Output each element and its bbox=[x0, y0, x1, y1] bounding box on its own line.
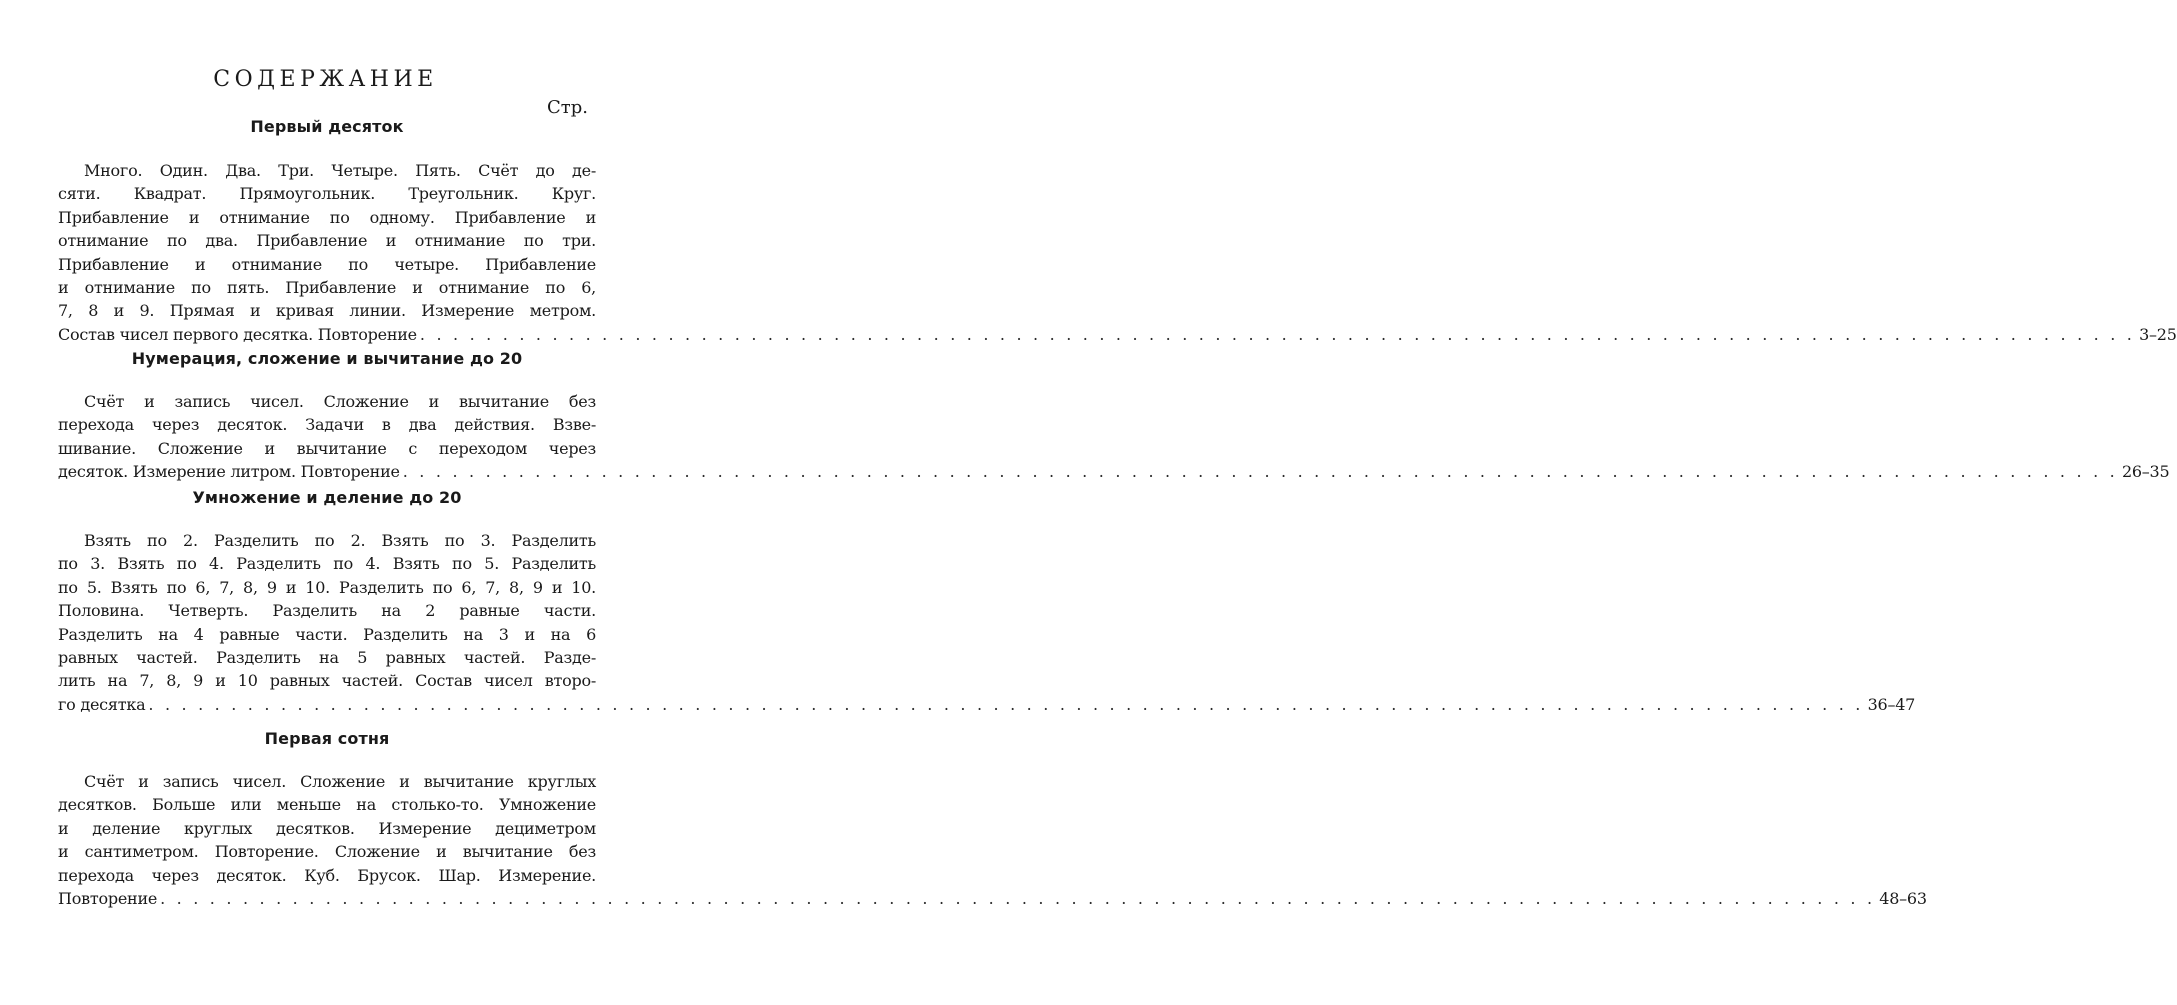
text-line: Половина. Четверть. Разделить на 2 равные части. bbox=[58, 601, 596, 621]
text-line: перехода через десяток. Задачи в два действия. Взве- bbox=[58, 415, 596, 435]
entry-last-text: го десятка bbox=[58, 694, 146, 714]
entry-last-text: десяток. Измерение литром. Повторение bbox=[58, 462, 400, 482]
text-line: сяти. Квадрат. Прямоугольник. Треугольник. Круг. bbox=[58, 184, 596, 204]
entry-last-text: Повторение bbox=[58, 889, 158, 909]
page-column-label: Стр. bbox=[547, 97, 588, 118]
page-range: 26–35 bbox=[2121, 462, 2170, 482]
toc-entry-line[interactable] bbox=[58, 693, 1916, 716]
text-line: лить на 7, 8, 9 и 10 равных частей. Состав чисел второ- bbox=[58, 671, 596, 691]
section-description bbox=[58, 529, 1916, 716]
text-line: 7, 8 и 9. Прямая и кривая линии. Измерение метром. bbox=[58, 301, 596, 321]
text-line: по 3. Взять по 4. Разделить по 4. Взять по 5. Разделить bbox=[58, 554, 596, 574]
text-line: Много. Один. Два. Три. Четыре. Пять. Счёт до де- bbox=[84, 161, 596, 180]
text-line: перехода через десяток. Куб. Брусок. Шар. Измерение. bbox=[58, 865, 596, 885]
dot-leader: . . . . . . . . . . . . . . . . . . . . . . . . . . . . . . . . . . . . . . . . . . . . . . . . . . . . . . . . . . . . . . . . . . . . . . . . . . . . . . . . . . . . . . . . . . . . . . . . . . . . . . . . bbox=[419, 324, 2136, 344]
toc-section-3 bbox=[58, 487, 1916, 716]
toc-section-4 bbox=[58, 728, 1927, 910]
text-line: Прибавление и отнимание по одному. Прибавление и bbox=[58, 207, 596, 227]
text-line: десятков. Больше или меньше на столько-то. Умножение bbox=[58, 795, 596, 815]
toc-entry-line[interactable] bbox=[58, 887, 1927, 910]
text-line: Разделить на 4 равные части. Разделить на 3 и на 6 bbox=[58, 624, 596, 644]
text-line: Прибавление и отнимание по четыре. Прибавление bbox=[58, 254, 596, 274]
toc-section-2 bbox=[58, 348, 2170, 484]
section-description bbox=[58, 390, 2170, 484]
toc-title: СОДЕРЖАНИЕ bbox=[213, 67, 438, 92]
text-line: и сантиметром. Повторение. Сложение и вычитание без bbox=[58, 842, 596, 862]
dot-leader: . . . . . . . . . . . . . . . . . . . . . . . . . . . . . . . . . . . . . . . . . . . . . . . . . . . . . . . . . . . . . . . . . . . . . . . . . . . . . . . . . . . . . . . . . . . . . . . . . . . . . . . . bbox=[160, 889, 1876, 909]
text-line: равных частей. Разделить на 5 равных частей. Разде- bbox=[58, 648, 596, 668]
text-line: и отнимание по пять. Прибавление и отнимание по 6, bbox=[58, 278, 596, 298]
text-line: Счёт и запись чисел. Сложение и вычитание без bbox=[84, 392, 596, 411]
text-line: по 5. Взять по 6, 7, 8, 9 и 10. Разделить по 6, 7, 8, 9 и 10. bbox=[58, 577, 596, 597]
text-line: отнимание по два. Прибавление и отнимание по три. bbox=[58, 231, 596, 251]
section-heading: Первая сотня bbox=[264, 729, 390, 748]
section-description bbox=[58, 159, 2177, 346]
section-heading: Нумерация, сложение и вычитание до 20 bbox=[131, 349, 523, 368]
section-heading: Умножение и деление до 20 bbox=[192, 488, 462, 507]
entry-last-text: Состав чисел первого десятка. Повторение bbox=[58, 324, 417, 344]
toc-entry-line[interactable] bbox=[58, 460, 2170, 483]
text-line: Взять по 2. Разделить по 2. Взять по 3. Разделить bbox=[84, 531, 596, 550]
text-line: Счёт и запись чисел. Сложение и вычитание круглых bbox=[84, 772, 596, 791]
toc-section-1 bbox=[58, 116, 2177, 346]
page-range: 48–63 bbox=[1879, 889, 1927, 909]
text-line: и деление круглых десятков. Измерение дециметром bbox=[58, 818, 596, 838]
page-range: 36–47 bbox=[1867, 694, 1916, 714]
dot-leader: . . . . . . . . . . . . . . . . . . . . . . . . . . . . . . . . . . . . . . . . . . . . . . . . . . . . . . . . . . . . . . . . . . . . . . . . . . . . . . . . . . . . . . . . . . . . . . . . . . . . . . . . bbox=[148, 694, 1864, 714]
toc-entry-line[interactable] bbox=[58, 323, 2177, 346]
page-range: 3–25 bbox=[2139, 324, 2177, 344]
section-heading: Первый десяток bbox=[250, 117, 404, 136]
section-description bbox=[58, 770, 1927, 910]
dot-leader: . . . . . . . . . . . . . . . . . . . . . . . . . . . . . . . . . . . . . . . . . . . . . . . . . . . . . . . . . . . . . . . . . . . . . . . . . . . . . . . . . . . . . . . . . . . . . . . . . . . . . . . . bbox=[402, 462, 2118, 482]
text-line: шивание. Сложение и вычитание с переходом через bbox=[58, 438, 596, 458]
